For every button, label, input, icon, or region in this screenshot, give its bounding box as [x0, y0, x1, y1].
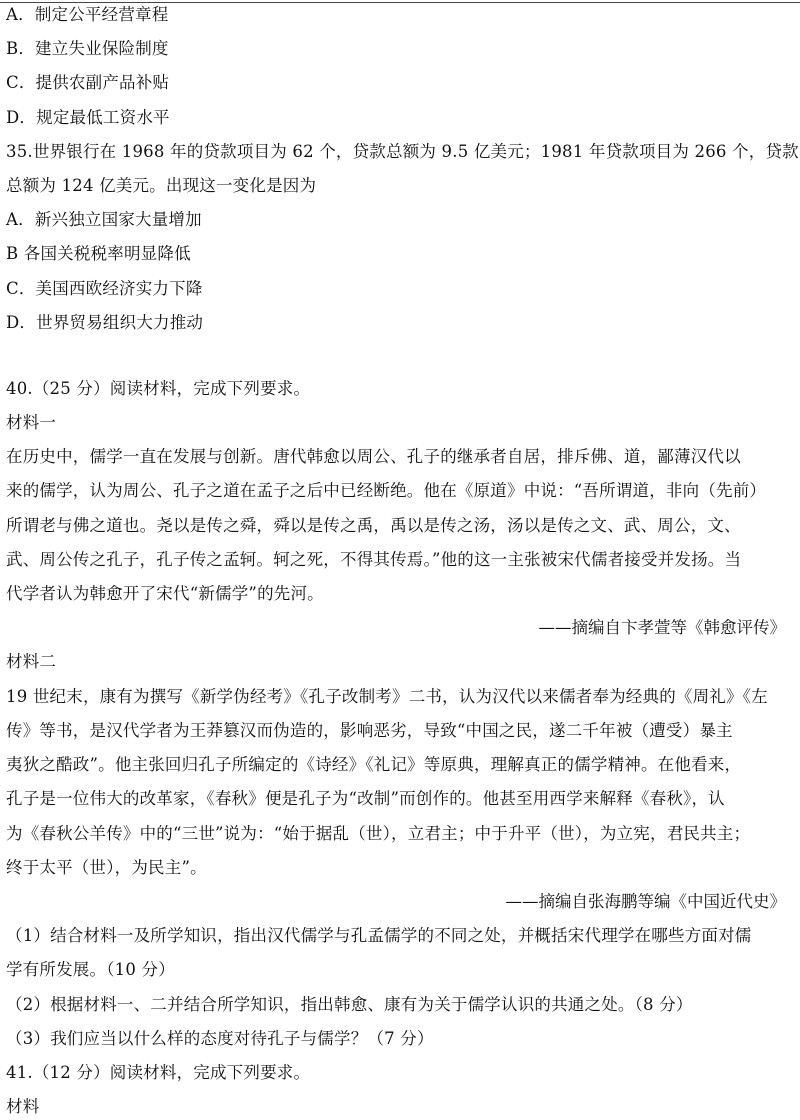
q40-material1-line-1: 在历史中，儒学一直在发展与创新。唐代韩愈以周公、孔子的继承者自居，排斥佛、道，鄙薄汉代以 [6, 447, 741, 466]
q40-material2-line-4: 孔子是一位伟大的改革家，《春秋》便是孔子为“改制”而创作的。他甚至用西学来解释《春秋》，认 [6, 789, 725, 808]
top-rule [0, 2, 800, 3]
q40-material2-line-6: 终于太平（世），为民主”。 [6, 858, 207, 877]
q35-option-c: C．美国西欧经济实力下降 [6, 279, 203, 298]
q41-heading: 41.（12 分）阅读材料，完成下列要求。 [6, 1063, 311, 1082]
q34-option-c: C．提供农副产品补贴 [6, 73, 170, 92]
q40-material2-line-5: 为《春秋公羊传》中的“三世”说为：“始于据乱（世），立君主；中于升平（世），为立宪，君民共主； [6, 824, 751, 843]
q40-material1-line-4: 武、周公传之孔子，孔子传之孟轲。轲之死，不得其传焉。”他的这一主张被宋代儒者接受并发扬。当 [6, 550, 742, 569]
q40-material1-source: ——摘编自卞孝萱等《韩愈评传》 [538, 618, 786, 637]
q40-material1-line-3: 所谓老与佛之道也。尧以是传之舜，舜以是传之禹，禹以是传之汤，汤以是传之文、武、周公，文、 [6, 516, 741, 535]
q40-heading: 40.（25 分）阅读材料，完成下列要求。 [6, 379, 311, 398]
q40-material1-line-5: 代学者认为韩愈开了宋代“新儒学”的先河。 [6, 584, 324, 603]
q40-question-1-line-2: 学有所发展。（10 分） [6, 960, 175, 979]
q40-question-2: （2）根据材料一、二并结合所学知识，指出韩愈、康有为关于儒学认识的共通之处。（8 分） [6, 995, 693, 1014]
q35-stem-line-2: 总额为 124 亿美元。出现这一变化是因为 [6, 176, 317, 195]
q40-material2-label: 材料二 [6, 652, 57, 671]
q40-material1-line-2: 来的儒学，认为周公、孔子之道在孟子之后中已经断绝。他在《原道》中说：“吾所谓道，非向（先前） [6, 481, 767, 500]
q34-option-b: B．建立失业保险制度 [6, 39, 169, 58]
q40-question-1-line-1: （1）结合材料一及所学知识，指出汉代儒学与孔孟儒学的不同之处，并概括宋代理学在哪些方面对儒 [6, 926, 752, 945]
q34-option-a: A．制定公平经营章程 [6, 5, 169, 24]
q35-option-d: D．世界贸易组织大力推动 [6, 313, 204, 332]
q40-question-3: （3）我们应当以什么样的态度对待孔子与儒学？（7 分） [6, 1029, 434, 1048]
q41-material-label: 材料 [6, 1097, 40, 1116]
q40-material2-line-1: 19 世纪末，康有为撰写《新学伪经考》《孔子改制考》二书，认为汉代以来儒者奉为经典的《周礼》《左 [6, 687, 768, 706]
q35-option-a: A．新兴独立国家大量增加 [6, 210, 202, 229]
q40-material1-label: 材料一 [6, 413, 57, 432]
q35-option-b: B 各国关税税率明显降低 [6, 244, 191, 263]
q40-material2-line-3: 夷狄之酷政”。他主张回归孔子所编定的《诗经》《礼记》等原典，理解真正的儒学精神。在他看来， [6, 755, 742, 774]
q40-material2-line-2: 传》等书，是汉代学者为王莽篡汉而伪造的，影响恶劣，导致“中国之民，遂二千年被（遭受）暴主 [6, 721, 733, 740]
q34-option-d: D．规定最低工资水平 [6, 108, 170, 127]
q35-stem-line-1: 35.世界银行在 1968 年的贷款项目为 62 个，贷款总额为 9.5 亿美元；1981 年贷款项目为 266 个，贷款 [6, 142, 799, 161]
q40-material2-source: ——摘编自张海鹏等编《中国近代史》 [505, 892, 786, 911]
